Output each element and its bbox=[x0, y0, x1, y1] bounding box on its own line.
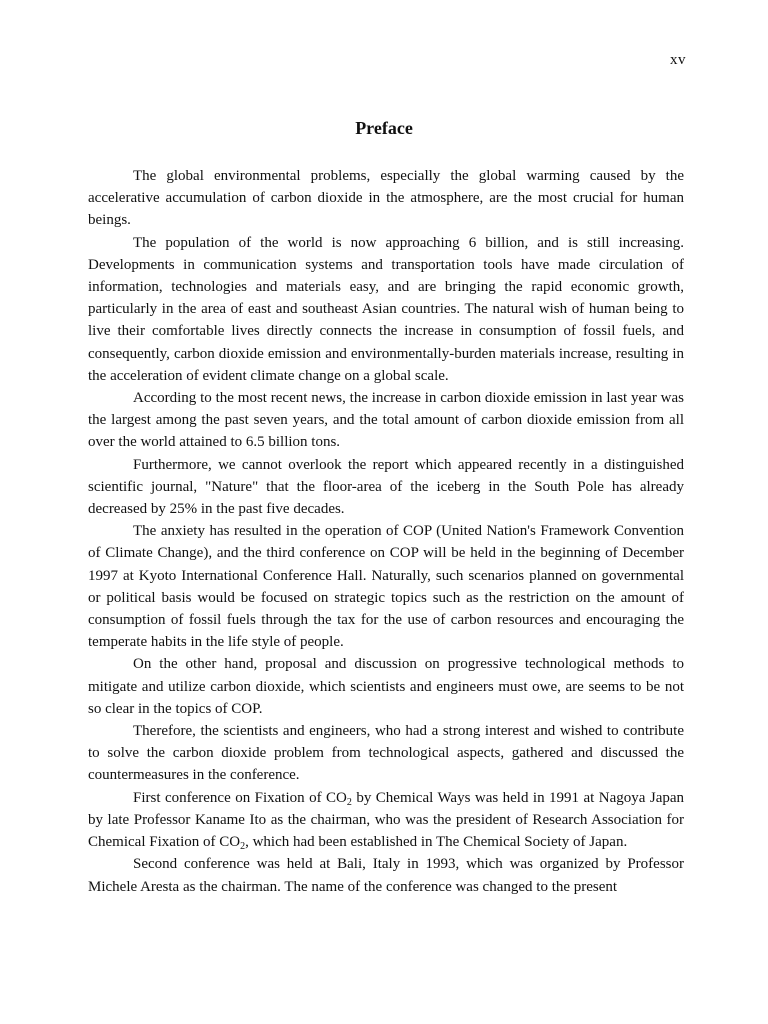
paragraph-8-part-1: First conference on Fixation of CO bbox=[133, 789, 347, 806]
paragraph-8-part-2: by Chemical Ways was held in 1991 at Nagoya Japan by late Professor Kaname Ito as the chairman, who was the president of Research Association for Chemical Fixation of CO bbox=[88, 789, 685, 851]
body-text bbox=[88, 165, 684, 898]
co2-subscript-1: 2 bbox=[346, 796, 352, 808]
paragraph-2: The population of the world is now approaching 6 billion, and is still increasing. Developments in communication systems and transportation tools have made circulation of information, technologies and materials easy, and are bringing the rapid economic growth, particularly in the area of east and southeast Asian countries. The natural wish of human being to live their comfortable lives directly connects the increase in consumption of fossil fuels, and consequently, carbon dioxide emission and environmentally-burden materials increase, resulting in the acceleration of evident climate change on a global scale. bbox=[88, 234, 684, 384]
paragraph-7: Therefore, the scientists and engineers, who had a strong interest and wished to contribute to solve the carbon dioxide problem from technological aspects, gathered and discussed the countermeasures in the conference. bbox=[88, 723, 684, 784]
paragraph-5: The anxiety has resulted in the operation of COP (United Nation's Framework Convention of Climate Change), and the third conference on COP will be held in the beginning of December 1997 at Kyoto International Conference Hall. Naturally, such scenarios planned on governmental or political basis would be focused on strategic topics such as the restriction on the amount of consumption of fossil fuels through the tax for the use of carbon resources and encouraging the temperate habits in the life style of people. bbox=[88, 523, 684, 651]
co2-subscript-2: 2 bbox=[240, 841, 246, 853]
paragraph-1: The global environmental problems, especially the global warming caused by the accelerative accumulation of carbon dioxide in the atmosphere, are the most crucial for human beings. bbox=[88, 168, 684, 229]
page-title: Preface bbox=[355, 118, 413, 138]
paragraph-3: According to the most recent news, the increase in carbon dioxide emission in last year was the largest among the past seven years, and the total amount of carbon dioxide emission from all over the world attained to 6.5 billion tons. bbox=[88, 390, 684, 451]
paragraph-6: On the other hand, proposal and discussion on progressive technological methods to mitigate and utilize carbon dioxide, which scientists and engineers must owe, are seems to be not so clear in the topics of COP. bbox=[88, 656, 684, 717]
paragraph-4: Furthermore, we cannot overlook the report which appeared recently in a distinguished scientific journal, "Nature" that the floor-area of the iceberg in the South Pole has already decreased by 25% in the past five decades. bbox=[88, 456, 684, 518]
page-number: xv bbox=[670, 52, 686, 68]
paragraph-9: Second conference was held at Bali, Italy in 1993, which was organized by Professor Michele Aresta as the chairman. The name of the conference was changed to the present bbox=[88, 856, 684, 895]
paragraph-8-part-3: , which had been established in The Chemical Society of Japan. bbox=[245, 834, 628, 851]
paragraph-8 bbox=[88, 787, 684, 854]
